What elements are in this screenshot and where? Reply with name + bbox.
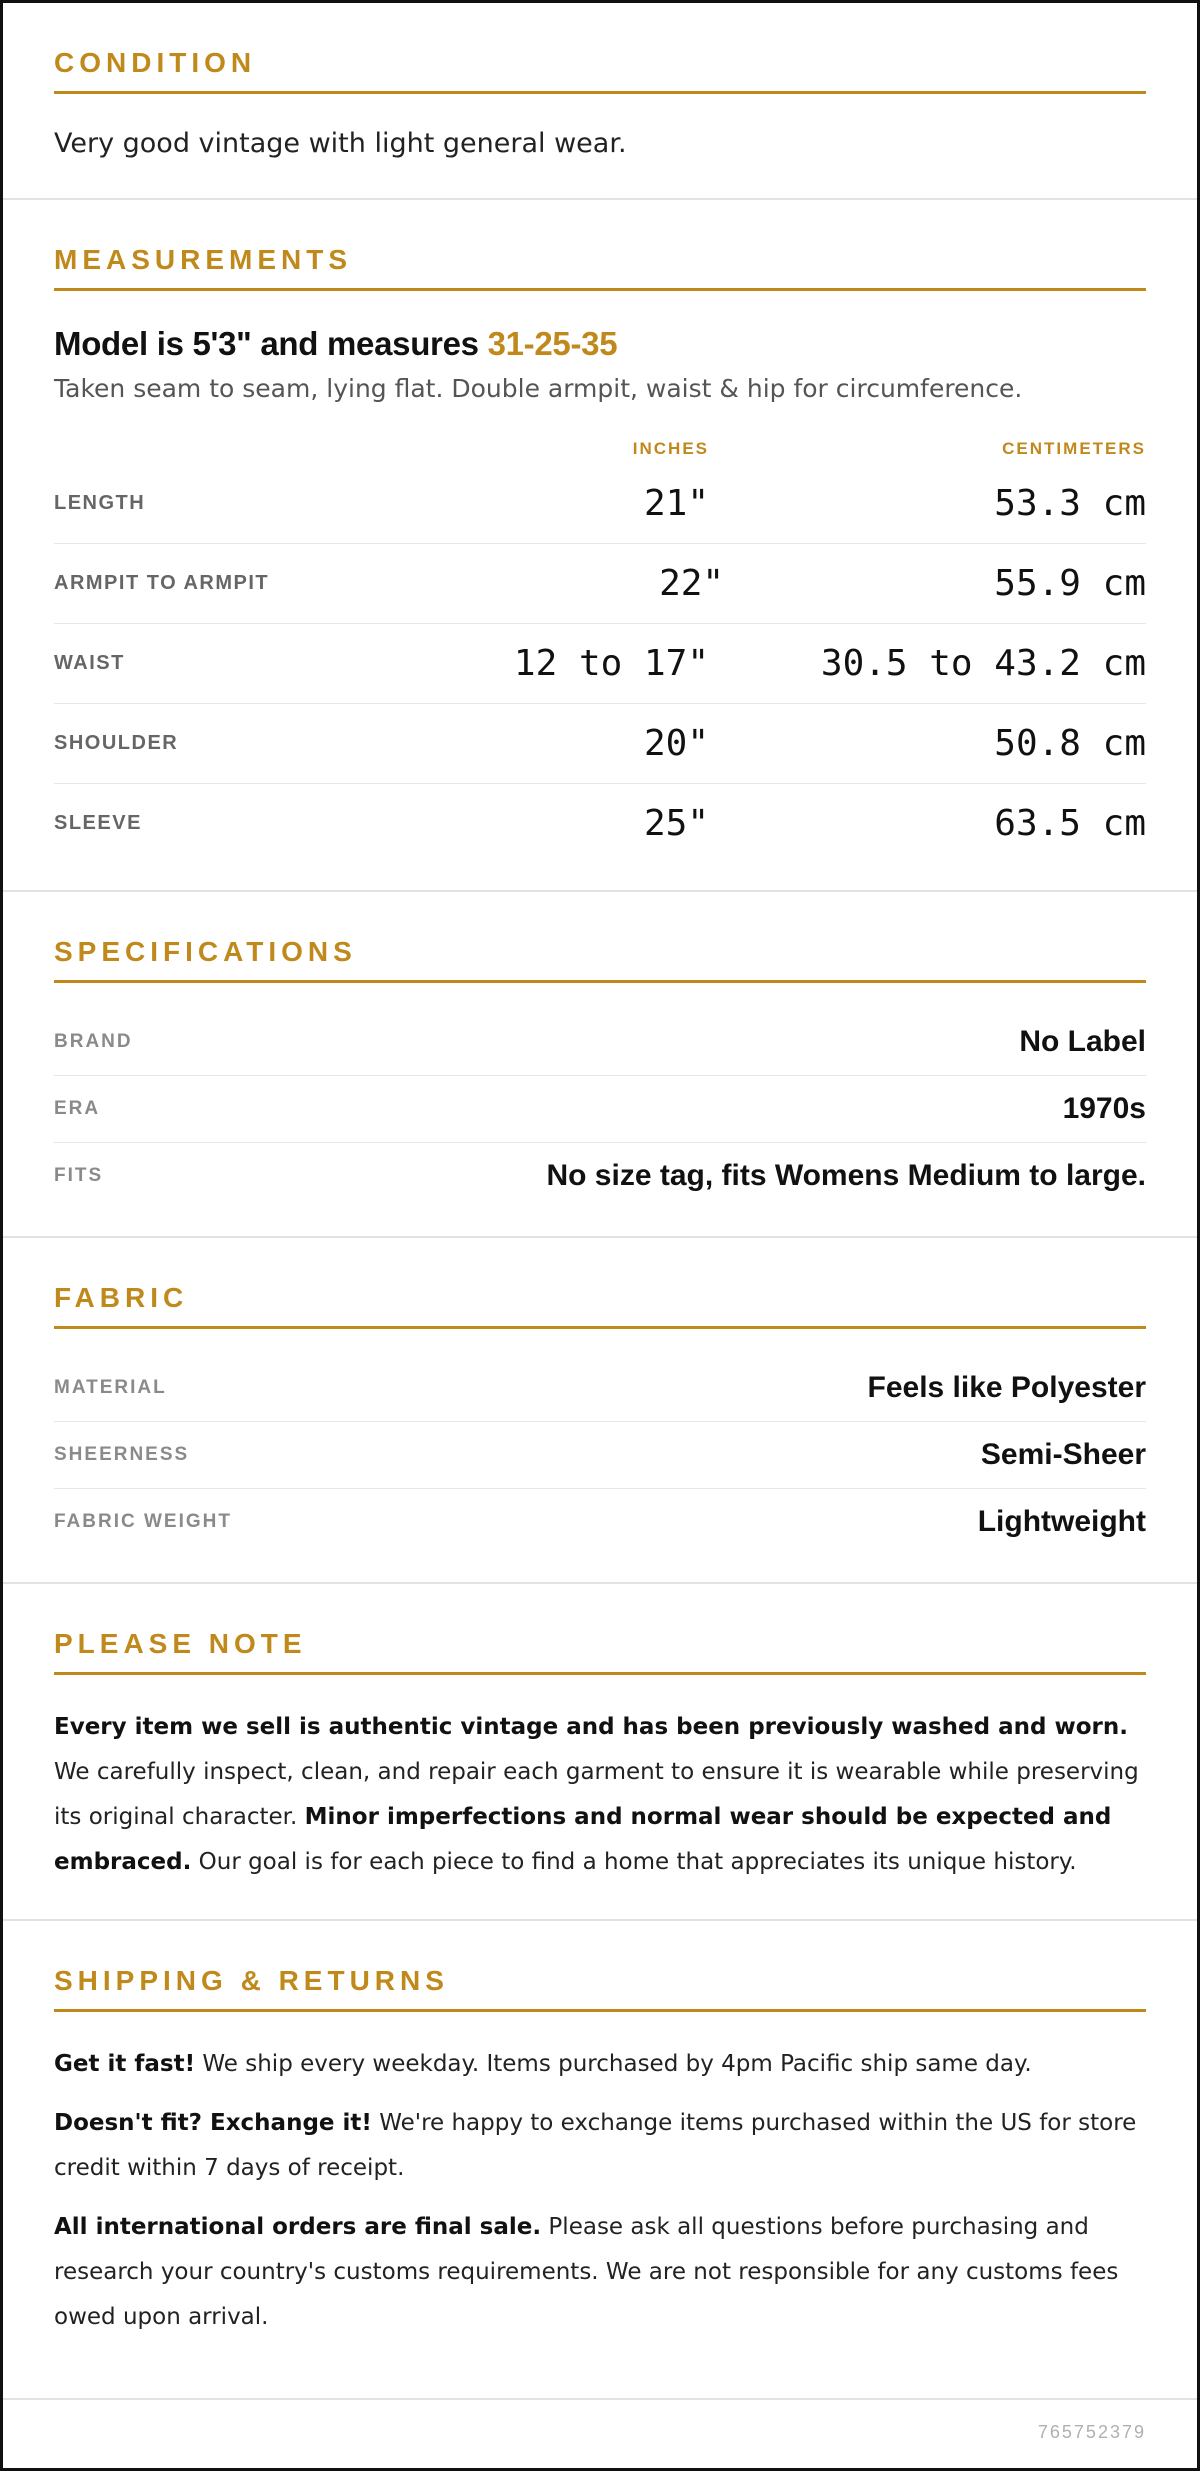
measurement-label: LENGTH [54,491,146,514]
shipping-fast-bold: Get it fast! [54,2050,196,2077]
shipping-international-text: Please ask all questions before purchasing and research your country's customs requirements. We are not responsible for any customs fees owed upon arrival. [54,2213,1119,2330]
measurement-inches: 12 to 17" [513,642,709,684]
model-measure-values: 31-25-35 [487,325,618,363]
measurement-cm: 53.3 cm [994,482,1146,524]
fabric-value: Feels like Polyester [867,1370,1146,1404]
note-text-1: We carefully inspect, clean, and repair each garment to ensure it is wearable while preserving its original character. [54,1758,1139,1830]
note-bold-1: Every item we sell is authentic vintage and has been previously washed and worn. [54,1713,1128,1740]
spec-value: No size tag, fits Womens Medium to large. [546,1159,1146,1193]
note-text-2: Our goal is for each piece to find a home that appreciates its unique history. [191,1848,1077,1875]
fabric-row-material [54,1355,1146,1422]
spec-row-brand [54,1009,1146,1076]
measurement-cm: 55.9 cm [994,562,1146,604]
shipping-international-bold: All international orders are final sale. [54,2213,542,2240]
spec-value: 1970s [1062,1091,1146,1125]
shipping-exchange-bold: Doesn't fit? Exchange it! [54,2109,372,2136]
shipping-exchange-text: We're happy to exchange items purchased within the US for store credit within 7 days of receipt. [54,2109,1137,2181]
measurement-inches: 22" [659,562,725,604]
specifications-section [3,892,1197,1238]
condition-title: CONDITION [54,49,1146,94]
fabric-row-sheerness [54,1422,1146,1489]
spec-row-fits [54,1143,1146,1210]
model-measurements [54,325,1146,363]
measurement-inches: 20" [643,722,709,764]
shipping-fast-paragraph [54,2042,1146,2087]
fabric-label: FABRIC WEIGHT [54,1511,232,1533]
shipping-international-paragraph [54,2205,1146,2340]
measurement-label: SLEEVE [54,812,142,835]
fabric-label: SHEERNESS [54,1443,190,1465]
measurement-row-length [54,464,1146,544]
measurements-section [3,200,1197,892]
item-id: 765752379 [1037,2422,1146,2442]
spec-label: ERA [54,1097,101,1119]
fabric-label: MATERIAL [54,1376,167,1398]
measurement-cm: 50.8 cm [994,722,1146,764]
measurement-label: WAIST [54,651,125,674]
measurement-inches: 25" [643,803,709,845]
measurement-cm: 63.5 cm [994,803,1146,845]
fabric-value: Semi-Sheer [980,1437,1146,1471]
fabric-value: Lightweight [977,1505,1146,1539]
footer [3,2398,1197,2468]
measurement-inches: 21" [643,482,709,524]
shipping-fast-text: We ship every weekday. Items purchased by 4pm Pacific ship same day. [195,2050,1032,2077]
shipping-title: SHIPPING & RETURNS [54,1967,1146,2012]
fabric-list [54,1355,1146,1556]
measurements-table [54,434,1146,864]
measurement-row-shoulder [54,704,1146,784]
fabric-row-weight [54,1489,1146,1556]
please-note-section [3,1584,1197,1921]
measurement-label: ARMPIT TO ARMPIT [54,571,270,594]
measurement-instructions: Taken seam to seam, lying flat. Double armpit, waist & hip for circumference. [54,374,1023,404]
spec-label: BRAND [54,1030,133,1052]
specifications-title: SPECIFICATIONS [54,938,1146,983]
spec-label: FITS [54,1165,104,1187]
model-prefix: Model is 5'3" and measures [54,325,488,363]
fabric-section [3,1238,1197,1584]
fabric-title: FABRIC [54,1284,1146,1329]
measurements-table-header [54,434,1146,464]
col-header-centimeters: CENTIMETERS [1002,438,1146,458]
measurement-row-waist [54,624,1146,704]
measurements-title: MEASUREMENTS [54,246,1146,291]
spec-row-era [54,1076,1146,1143]
shipping-exchange-paragraph [54,2101,1146,2191]
please-note-title: PLEASE NOTE [54,1630,1146,1675]
spec-value: No Label [1019,1024,1146,1058]
measurement-row-sleeve [54,784,1146,864]
col-header-inches: INCHES [632,438,709,458]
measurement-cm: 30.5 to 43.2 cm [820,642,1146,684]
condition-text: Very good vintage with light general wear. [54,128,627,159]
measurement-label: SHOULDER [54,731,179,754]
note-bold-2: Minor imperfections and normal wear should be expected and embraced. [54,1803,1112,1875]
please-note-text [54,1705,1146,1885]
shipping-section [3,1921,1197,2378]
specifications-list [54,1009,1146,1210]
condition-section [3,3,1197,200]
measurement-row-armpit [54,544,1146,624]
